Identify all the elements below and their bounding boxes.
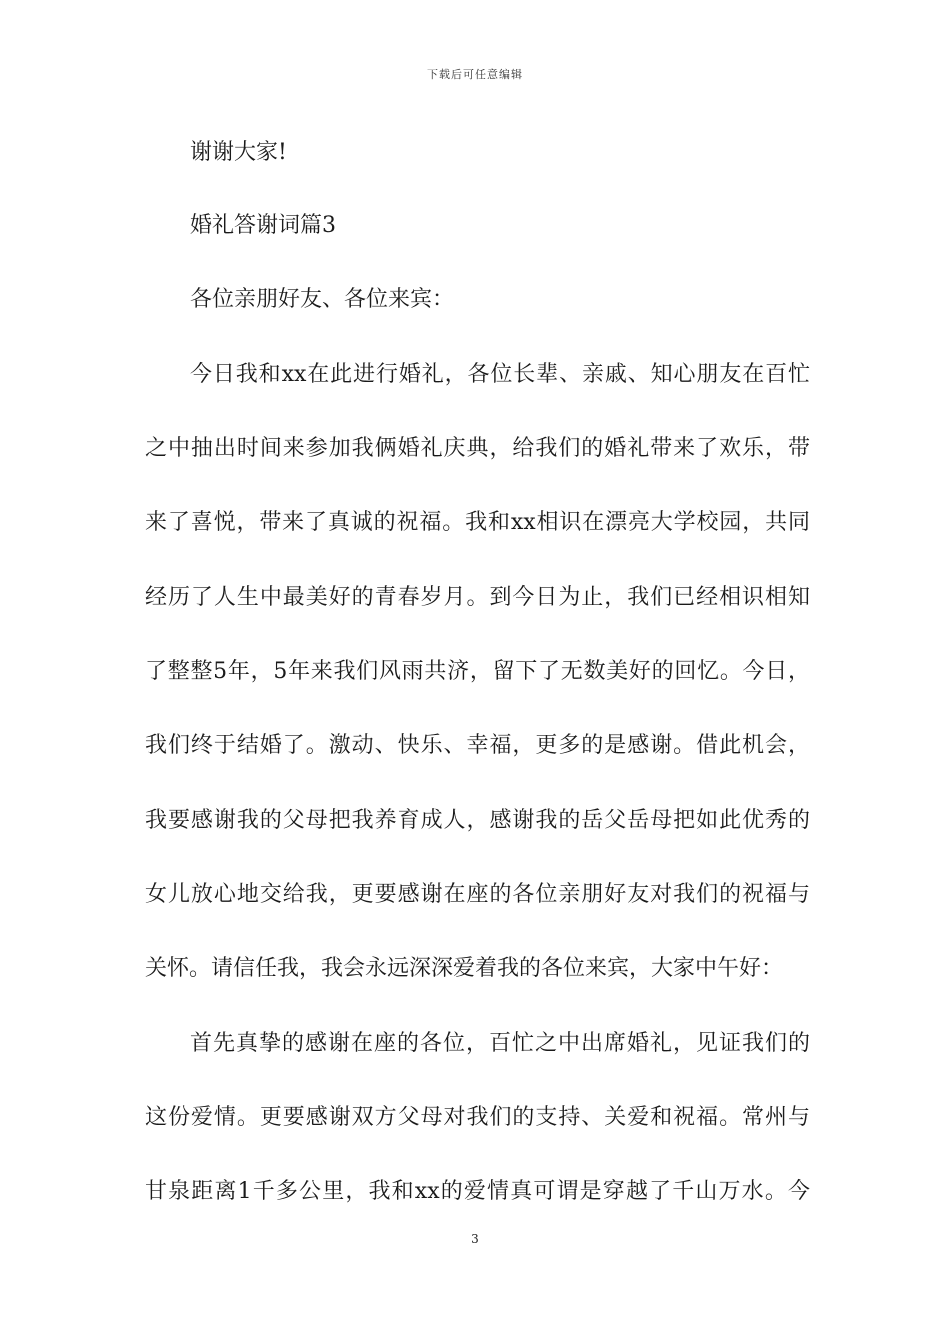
paragraph-line: 这份爱情。更要感谢双方父母对我们的支持、关爱和祝福。常州与 [145,1105,810,1130]
paragraph-line: 首先真挚的感谢在座的各位，百忙之中出席婚礼，见证我们的 [190,1031,810,1056]
page-number: 3 [471,1232,479,1246]
salutation: 各位亲朋好友、各位来宾： [190,287,455,312]
text-line: 谢谢大家! [190,140,287,165]
paragraph-line: 女儿放心地交给我，更要感谢在座的各位亲朋好友对我们的祝福与 [145,882,810,907]
header-note: 下载后可任意编辑 [427,68,523,81]
paragraph-line: 关怀。请信任我，我会永远深深爱着我的各位来宾，大家中午好： [145,956,784,981]
paragraph-line: 了整整5年，5年来我们风雨共济，留下了无数美好的回忆。今日， [145,659,810,684]
paragraph-line: 我要感谢我的父母把我养育成人，感谢我的岳父岳母把如此优秀的 [145,808,810,833]
paragraph-line: 经历了人生中最美好的青春岁月。到今日为止，我们已经相识相知 [145,585,810,610]
paragraph-line: 之中抽出时间来参加我俩婚礼庆典，给我们的婚礼带来了欢乐，带 [145,436,810,461]
paragraph-line: 来了喜悦，带来了真诚的祝福。我和xx相识在漂亮大学校园，共同 [145,510,810,535]
section-heading: 婚礼答谢词篇3 [190,213,336,238]
paragraph-line: 我们终于结婚了。激动、快乐、幸福，更多的是感谢。借此机会， [145,733,810,758]
paragraph-line: 今日我和xx在此进行婚礼，各位长辈、亲戚、知心朋友在百忙 [190,362,810,387]
paragraph-line: 甘泉距离1千多公里，我和xx的爱情真可谓是穿越了千山万水。今 [145,1179,810,1204]
